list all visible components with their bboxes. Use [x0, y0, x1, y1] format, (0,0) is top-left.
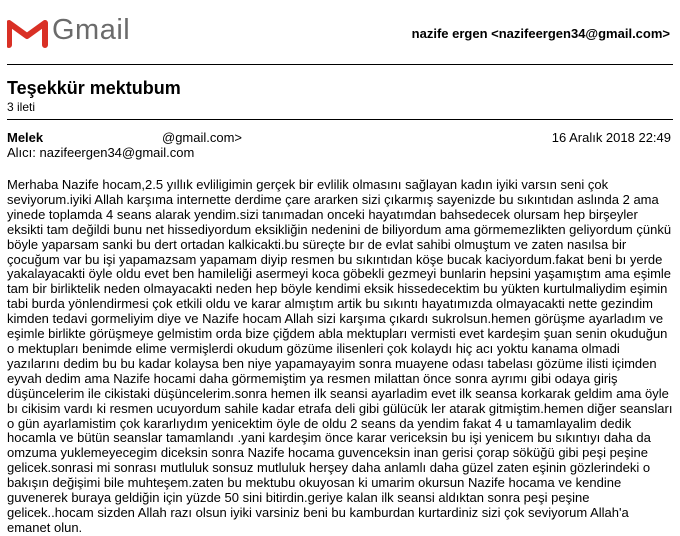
header-divider: [7, 64, 673, 65]
thread-subject: Teşekkür mektubum: [7, 78, 181, 98]
gmail-header: [0, 0, 680, 62]
thread-divider: [7, 119, 673, 120]
gmail-logo-text: Gmail: [52, 14, 131, 46]
recipient-line: Alıcı: nazifeergen34@gmail.com: [7, 145, 195, 160]
message-count: 3 ileti: [7, 100, 36, 114]
account-label: nazife ergen <nazifeergen34@gmail.com>: [411, 26, 670, 41]
message-date: 16 Aralık 2018 22:49: [551, 130, 671, 145]
message-body: Merhaba Nazife hocam,2.5 yıllık evliligimin gerçek bir evlilik olmasını sağlayan kadın iyiki varsın seni çok seviyorum.iyiki Allah karşıma internette derdime çare ararken sizi çıkarmış sayenizde bu sıkıntıdan aslında 2 ama yinede toplamda 4 seans alarak yendim.sizi tanımadan onceki hayatımdan bahsedecek olursam hep birşeyler eksikti tam değildi bunu net hissediyordum eksikliğin nedenini de biliyordum ama görmemezlikten geliyordum çünkü böyle yaparsam sanki bu dert ortadan kalkicakti.bu süreçte bır de evlat sahibi olmuştum ve zaten nasılsa bir çocuğum var bu işi yapamazsam yapamam diyip resmen bu sıkıntıdan köşe bucak kaciyordum.fakat beni bı yerde yakalayacakti öyle oldu evet ben hamileliği asermeyi koca göbekli gezmeyi bunlarin hepsini yaşamıştım ama eşimle tam bir birliktelik neden olmayacakti neden hep böyle kendimi eksik hissedecektim bu yükten kurtulmaliydim eşimin tabi burda yönlendirmesi çok etkili oldu ve karar almıştım artik bu sıkıntı hayatımızda olmayacakti nette gezindim kimden tedavi gormeliyim diye ve Nazife hocam Allah sizi karşıma çıkardı sukrolsun.hemen görüşme ayarladım ve eşimle birlikte görüşmeye gelmistim orda bize çiğdem abla mektupları vermisti evet kardeşim şuan senin okuduğun o mektupları benimde elime vermişlerdi okudum gözüme ilisenleri çok kolaydı hiç acı yoktu kanama olmadi yazılarını dedim bu bu kadar kolaysa ben niye yapamayayim sonra muayene odası tabelası gözüme ilisti içimden eyvah dedim ama Nazife hocami daha görmemiştim ya resmen milattan önce sonra ayrımı gibi odaya giriş düşüncelerim ile cikistaki düşüncelerim.sonra hemen ilk seansi ayarladim evet ilk seansa korkarak geldim ama öyle bı cikisim vardı ki resmen ucuyordum sahile kadar etrafa deli gibi gülücük ler atarak gitmiştim.hemen diğer seansları o gün ayarlamistim çok kararlıydım yenicektim öyle de oldu 2 seans da yendim fakat 4 u tamamlayalim dedik hocamla ve bütün seanslar tamamlandı .yani kardeşim önce karar vericeksin bu işi yenicem bu sıkıntıyı daha da omzuma yuklemeyecegim diceksin sonra Nazife hocama guvenceksin inan gerisi çorap söküğü gibi peşi peşine gelicek.sonrasi mi sonrası mutluluk sonsuz mutluluk herşey daha anlamlı daha güzel zaten eşinin gözlerindeki o bakışın değişimi bile muhteşem.zaten bu mektubu okuyosan ki umarim okursun Nazife hocama ve kendine guvenerek buraya geldiğin için yüzde 50 sini bitirdin.geriye kalan ilk seansi aldıktan sonra peşi peşine gelicek..hocam sizden Allah razı olsun iyiki varsiniz beni bu kamburdan kurtardiniz sizi çok seviyorum Allah'a emanet olun.: [7, 177, 673, 535]
sender-name: Melek: [7, 130, 44, 145]
sender-email: @gmail.com>: [162, 130, 243, 145]
